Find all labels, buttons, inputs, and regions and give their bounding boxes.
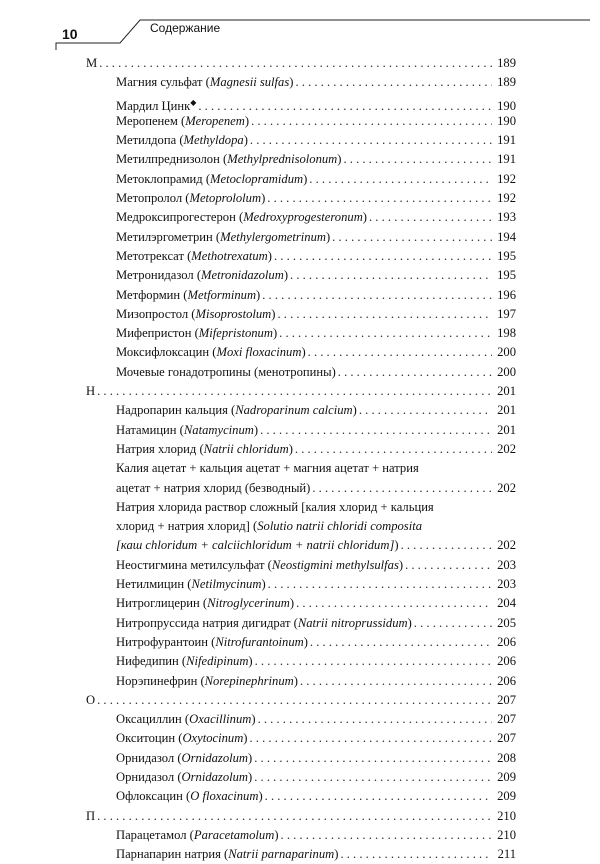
toc-entry-title [116,208,367,227]
latin-name: Paracetamolum [193,827,275,842]
toc-entry [86,131,516,150]
page-ref: 189 [497,56,516,70]
russian-name: Мифепристон ( [116,326,199,341]
dot-leader [254,768,492,787]
closing-paren: ) [243,133,248,148]
latin-name: Methylergometrinum [220,229,326,244]
toc-entry-title [116,633,308,652]
latin-name: Mifepristonum [198,326,273,341]
toc-entry [86,556,516,575]
latin-name: Neostigmini methylsulfas [271,557,399,572]
russian-name: Нитрофурантоин ( [116,634,216,649]
dot-leader [359,401,492,420]
closing-paren: ) [261,191,266,206]
toc-entry [86,305,516,324]
toc-entry-title [86,382,95,401]
toc-entry [86,421,516,440]
closing-paren: ) [261,577,266,592]
russian-name: Орнидазол ( [116,769,182,784]
dot-leader [296,594,492,613]
closing-paren: ) [289,75,294,90]
page-ref: 208 [497,750,516,765]
russian-name: Мочевые гонадотропины (менотропины) [116,364,336,379]
page-ref: 192 [497,171,516,186]
closing-paren: ) [407,615,412,630]
latin-name: Medroxyprogesteronum [243,210,363,225]
dot-leader [343,150,492,169]
closing-paren: ) [293,673,298,688]
latin-name: Metronidazolum [201,268,284,283]
russian-name: ацетат + натрия хлорид (безводный) [116,480,311,495]
toc-entry [86,498,516,517]
page-ref: 209 [497,789,516,804]
dot-leader [255,652,492,671]
toc-entry-title [116,266,288,285]
toc-entry [86,286,516,305]
russian-name: Метилдопа ( [116,133,184,148]
section-letter: Н [86,384,96,399]
toc-entry [86,440,516,459]
closing-paren: ) [243,731,248,746]
dot-leader [97,691,492,710]
toc-entry [86,401,516,420]
section-letter: П [86,808,96,823]
russian-name: Оксациллин ( [116,712,190,727]
dot-leader [338,363,492,382]
russian-name: Парнапарин натрия ( [116,847,229,862]
dot-leader [265,787,492,806]
closing-paren: ) [301,345,306,360]
russian-name: Метилпреднизолон ( [116,152,228,167]
page-ref: 195 [497,268,516,283]
russian-name: Орнидазол ( [116,750,182,765]
toc-entry [86,672,516,691]
russian-name: Нетилмицин ( [116,577,192,592]
latin-name: Ornidazolum [181,769,249,784]
closing-paren: ) [362,210,367,225]
russian-name: Офлоксацин ( [116,789,191,804]
toc-entry [86,768,516,787]
toc-entry [86,749,516,768]
toc-entry-title [116,131,248,150]
russian-name: Метопролол ( [116,191,190,206]
toc-entry [86,710,516,729]
toc-section-letter [86,382,516,401]
toc-entry [86,189,516,208]
russian-name: Натамицин ( [116,422,184,437]
closing-paren: ) [352,403,357,418]
closing-paren: ) [248,769,253,784]
toc-entry [86,150,516,169]
toc-entry [86,73,516,92]
page-ref: 200 [497,345,516,360]
toc-entry [86,208,516,227]
russian-name: Мизопростол ( [116,306,196,321]
dot-leader [414,614,492,633]
latin-name: O floxacinum [190,789,259,804]
closing-paren: ) [274,827,279,842]
closing-paren: ) [325,229,331,244]
page-ref: 200 [497,364,516,379]
latin-name: Nifedipinum [186,654,249,669]
page-ref: 210 [497,808,516,823]
toc-entry-title [86,807,95,826]
russian-name: Метформин ( [116,287,188,302]
dot-leader [268,575,492,594]
russian-name: Метронидазол ( [116,268,202,283]
dot-leader [295,73,492,92]
dot-leader [250,131,492,150]
russian-name: Метоклопрамид ( [116,171,211,186]
russian-name: Неостигмина метилсульфат ( [116,557,272,572]
page-ref: 192 [497,191,516,206]
latin-name: Nitrofurantoinum [215,634,304,649]
latin-name: Solutio natrii chloridi composita [257,519,422,534]
toc-entry-title [116,575,266,594]
closing-paren: ) [248,750,253,765]
latin-name: Moxi floxacinum [216,345,302,360]
latin-name: Methylprednisolonum [227,152,338,167]
toc-entry [86,363,516,382]
closing-paren: ) [244,113,250,128]
toc-entry-title [116,459,419,478]
latin-name: Metoclopramidum [210,171,304,186]
toc-entry-title [116,536,399,555]
page-ref: 196 [497,287,516,302]
dot-leader [340,845,492,864]
dot-leader [267,189,492,208]
toc-entry-title [116,440,293,459]
page-ref: 210 [497,827,516,842]
dot-leader [254,749,492,768]
toc-entry-title [116,768,252,787]
header-title: Содержание [150,21,221,35]
toc-entry-title [116,498,434,517]
latin-name: Nitroglycerinum [207,596,290,611]
russian-name: Калия ацетат + кальция ацетат + магния ацетат + натрия [116,461,419,476]
page-header [0,0,600,50]
toc-entry [86,343,516,362]
russian-name: Медроксипрогестерон ( [116,210,244,225]
latin-name: Metforminum [187,287,257,302]
latin-name: Oxytocinum [182,731,244,746]
closing-paren: ) [248,654,253,669]
toc-entry [86,459,516,478]
toc-entry [86,575,516,594]
latin-name: Misoprostolum [195,306,272,321]
toc-entry [86,594,516,613]
page-ref: 189 [497,75,516,90]
dot-leader [332,228,492,247]
latin-name: Methyldopa [183,133,244,148]
russian-name: Меропенем ( [116,113,186,128]
dot-leader [300,672,492,691]
toc-entry-title [116,826,279,845]
latin-name: Netilmycinum [191,577,262,592]
toc-section-letter [86,54,516,73]
toc-entry [86,517,516,536]
closing-paren: ) [394,538,399,553]
toc-entry [86,247,516,266]
page-ref: 194 [497,229,516,244]
page-ref: 198 [497,326,516,341]
page-ref: 193 [497,210,516,225]
latin-name: Meropenem [185,113,245,128]
latin-name: Magnesii sulfas [209,75,290,90]
latin-name: Natamycinum [183,422,254,437]
page-ref: 209 [497,769,516,784]
toc-entry-title [86,54,97,73]
dot-leader [309,170,492,189]
toc-entry-title [116,479,310,498]
closing-paren: ) [337,152,342,167]
latin-name: Ornidazolum [181,750,249,765]
page-ref: 191 [497,152,516,167]
page-ref: 190 [497,98,516,113]
page-ref: 202 [497,441,516,456]
dot-leader [277,305,492,324]
page-ref: 195 [497,248,516,263]
page-ref: 201 [497,422,516,437]
dot-leader [251,112,492,131]
toc-entry-title [116,517,422,536]
closing-paren: ) [398,557,404,572]
toc-entry-title [116,421,258,440]
toc-entry-title [116,652,253,671]
toc-section-letter [86,691,516,710]
dot-leader [310,633,492,652]
closing-paren: ) [272,326,278,341]
russian-name: Натрия хлорида раствор сложный [калия хлорид + кальция [116,499,434,514]
dot-leader [279,324,492,343]
page-ref: 206 [497,654,516,669]
dot-leader [258,710,492,729]
page-ref: 205 [497,615,516,630]
toc-entry [86,614,516,633]
closing-paren: ) [256,287,261,302]
dot-leader [97,807,492,826]
toc-entry [86,266,516,285]
toc-entry-title [116,150,341,169]
latin-name: Nadroparinum calcium [235,403,353,418]
toc-entry-title [116,845,338,864]
dot-leader [274,247,492,266]
toc-entry [86,787,516,806]
latin-name: Metoprololum [189,191,262,206]
section-letter: О [86,692,96,707]
toc-entry-title [116,189,265,208]
toc-entry-title [116,787,263,806]
page-ref: 207 [497,712,516,727]
closing-paren: ) [303,634,308,649]
toc-entry-title [116,614,412,633]
toc-entry-title [116,401,357,420]
toc-entry-title [116,170,307,189]
closing-paren: ) [289,596,295,611]
table-of-contents [86,54,516,864]
russian-name: Метилэргометрин ( [116,229,221,244]
toc-entry-title [116,73,293,92]
dot-leader [99,54,492,73]
dot-leader [260,421,492,440]
closing-paren: ) [303,171,308,186]
toc-entry [86,536,516,555]
toc-entry [86,633,516,652]
page-ref: 206 [497,634,516,649]
toc-entry-title [116,343,306,362]
toc-entry-title [116,556,403,575]
closing-paren: ) [253,422,259,437]
dot-leader [97,382,492,401]
toc-entry-title [116,710,256,729]
toc-entry [86,826,516,845]
russian-name: хлорид + натрия хлорид] ( [116,519,258,534]
page-ref: 201 [497,384,516,399]
toc-entry [86,845,516,864]
russian-name: Магния сульфат ( [116,75,210,90]
toc-entry [86,93,516,112]
dot-leader [295,440,492,459]
section-letter: М [86,56,98,70]
russian-name: Парацетамол ( [116,827,194,842]
closing-paren: ) [267,248,272,263]
closing-paren: ) [251,712,256,727]
russian-name: Нитропруссида натрия дигидрат ( [116,615,298,630]
page-ref: 202 [497,538,516,553]
page-ref: 211 [497,847,516,862]
toc-entry-title [86,691,95,710]
dot-leader [281,826,492,845]
page-ref: 207 [497,692,516,707]
header-rule [0,0,600,50]
closing-paren: ) [271,306,276,321]
diamond-icon: ◆ [190,97,197,107]
page-number: 10 [62,26,78,42]
latin-name: Natrii parnaparinum [228,847,335,862]
latin-name: Norepinephrinum [204,673,294,688]
russian-name: Окситоцин ( [116,731,183,746]
russian-name: Нитроглицерин ( [116,596,208,611]
page-ref: 190 [497,113,516,128]
latin-name: Natrii nitroprussidum [297,615,408,630]
toc-entry-title [116,247,272,266]
toc-entry [86,652,516,671]
russian-name: Моксифлоксацин ( [116,345,217,360]
latin-name: [каш chloridum + calciichloridum + natrii chloridum] [116,538,395,553]
russian-name: Метотрексат ( [116,248,192,263]
toc-entry-title [116,672,298,691]
page-ref: 207 [497,731,516,746]
toc-entry-title [116,112,249,131]
toc-entry [86,170,516,189]
dot-leader [290,266,492,285]
toc-entry [86,112,516,131]
dot-leader [308,343,492,362]
toc-entry [86,324,516,343]
russian-name: Норэпинефрин ( [116,673,205,688]
toc-entry-title [116,324,277,343]
closing-paren: ) [288,441,293,456]
toc-entry-title [116,749,252,768]
page-ref: 202 [497,480,516,495]
closing-paren: ) [283,268,289,283]
toc-entry [86,479,516,498]
page-ref: 197 [497,306,516,321]
russian-name: Надропарин кальция ( [116,403,236,418]
page-ref: 203 [497,557,516,572]
page-ref: 203 [497,577,516,592]
page-ref: 201 [497,403,516,418]
russian-name: Нифедипин ( [116,654,187,669]
dot-leader [401,536,492,555]
latin-name: Natrii chloridum [203,441,289,456]
toc-entry [86,228,516,247]
dot-leader [405,556,492,575]
latin-name: Methotrexatum [191,248,268,263]
toc-entry-title [116,363,336,382]
dot-leader [250,729,493,748]
toc-entry [86,729,516,748]
page-ref: 204 [497,596,516,611]
toc-entry-title [116,594,294,613]
dot-leader [369,208,492,227]
dot-leader [312,479,492,498]
toc-entry-title [116,228,330,247]
latin-name: Oxacillinum [189,712,252,727]
toc-section-letter [86,807,516,826]
russian-name: Натрия хлорид ( [116,441,204,456]
toc-entry-title [116,286,260,305]
closing-paren: ) [334,847,339,862]
closing-paren: ) [258,789,263,804]
page-ref: 191 [497,133,516,148]
dot-leader [262,286,492,305]
toc-entry-title [116,729,248,748]
russian-name: Мардил Цинк [116,98,191,113]
page-ref: 206 [497,673,516,688]
toc-entry-title [116,305,275,324]
